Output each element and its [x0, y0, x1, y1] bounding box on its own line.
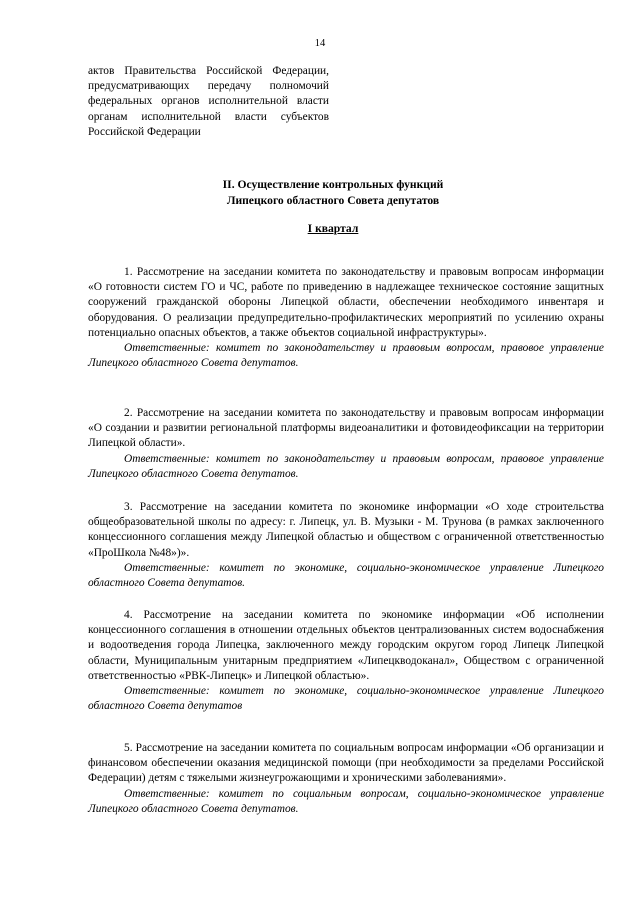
section-title-line: Липецкого областного Совета депутатов — [226, 194, 440, 207]
continuation-line: Российской Федерации — [88, 125, 201, 138]
plan-item — [88, 500, 604, 591]
quarter-heading — [88, 222, 578, 235]
continuation-line: органам исполнительной власти субъектов — [88, 110, 329, 123]
section-heading — [88, 177, 578, 209]
item-text: 5. Рассмотрение на заседании комитета по социальным вопросам информации «Об организации и финансовом обеспечении оказания медицинской помощи (при необходимости за пределами Российской Федерации) детям с тяжелыми жизнеугрожающими и хроническими заболеваниями». — [88, 742, 604, 785]
item-responsible: Ответственные: комитет по законодательству и правовым вопросам, правовое управление Липецкого областного Совета депутатов. — [88, 452, 604, 480]
continuation-line: федеральных органов исполнительной власти — [88, 95, 329, 108]
previous-section-continuation — [88, 64, 329, 140]
continuation-line: актов Правительства Российской Федерации, — [88, 65, 329, 77]
quarter-label: I квартал — [307, 222, 359, 235]
item-text: 1. Рассмотрение на заседании комитета по законодательству и правовым вопросам информации «О готовности систем ГО и ЧС, работе по приведению в надлежащее техническое состояние защитных сооружений гражданской обороны Липецкой области, обеспечении необходимого инвентаря и оборудования. О реализации предупредительно-профилактических мероприятий по усилению охраны потенциально опасных объектов, а также объектов социальной инфраструктуры». — [88, 266, 604, 339]
section-title-line: II. Осуществление контрольных функций — [222, 178, 444, 191]
item-text: 4. Рассмотрение на заседании комитета по экономике информации «Об исполнении концессионного соглашения в отношении отдельных объектов централизованных систем водоснабжения и водоотведения города Липецка, заключенного между городским округом город Липецк Липецкой области, Муниципальным унитарным предприятием «Липецкводоканал», Обществом с ограниченной ответственностью «РВК-Липецк» и Липецкой областью». — [88, 609, 604, 682]
page-number: 14 — [314, 38, 326, 49]
plan-item — [88, 608, 604, 714]
plan-item — [88, 406, 604, 482]
item-responsible: Ответственные: комитет по законодательству и правовым вопросам, правовое управление Липецкого областного Совета депутатов. — [88, 342, 604, 370]
item-responsible: Ответственные: комитет по экономике, социально-экономическое управление Липецкого областного Совета депутатов — [88, 685, 604, 713]
item-responsible: Ответственные: комитет по экономике, социально-экономическое управление Липецкого областного Совета депутатов. — [88, 561, 604, 590]
continuation-line: предусматривающих передачу полномочий — [88, 80, 329, 93]
plan-item — [88, 741, 604, 817]
item-text: 2. Рассмотрение на заседании комитета по законодательству и правовым вопросам информации «О создании и развитии региональной платформы видеоаналитики и фотовидеофиксации на территории Липецкой области». — [88, 407, 604, 450]
item-responsible: Ответственные: комитет по социальным вопросам, социально-экономическое управление Липецкого областного Совета депутатов. — [88, 787, 604, 815]
item-text: 3. Рассмотрение на заседании комитета по экономике информации «О ходе строительства общеобразовательной школы по адресу: г. Липецк, ул. В. Музыки - М. Трунова (в рамках заключенного концессионного соглашения между Липецкой областью и обществом с ограниченной ответственностью «ПроШкола №48»)». — [88, 501, 604, 559]
plan-item — [88, 265, 604, 371]
